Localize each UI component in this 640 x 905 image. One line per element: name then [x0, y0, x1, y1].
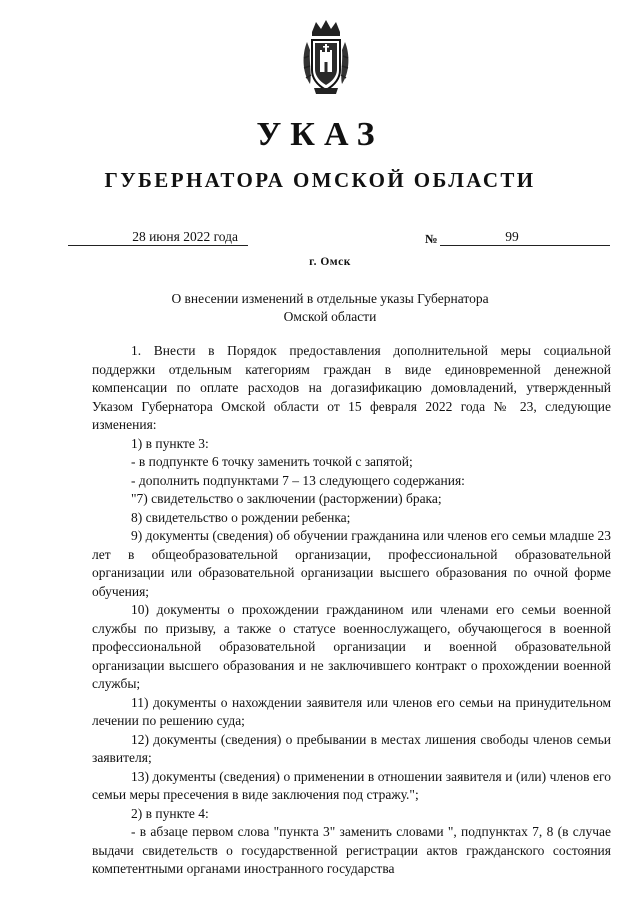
body-paragraph: 1) в пункте 3: [131, 435, 209, 451]
body-paragraph: - в подпункте 6 точку заменить точкой с запятой; [131, 454, 413, 469]
body-paragraph: 10) документы о прохождении гражданином или членами его семьи военной службы по призыву, а также о статусе военнослужащего, обучающегося в военной профессиональной образовательной организации и военной образовательной организации высшего образования и не заключившего контракт о прохождении военной службы; [92, 602, 611, 691]
subject-line: Омской области [283, 309, 377, 324]
decree-date: 28 июня 2022 года [68, 228, 248, 246]
body-paragraph: - дополнить подпунктами 7 – 13 следующего содержания: [131, 472, 465, 488]
body-paragraph: 2) в пункте 4: [131, 805, 209, 821]
city-name: г. Омск [309, 256, 351, 268]
document-title: УКАЗ [256, 116, 384, 153]
body-paragraph: 1. Внести в Порядок предоставления дополнительной меры социальной поддержки отдельным категориям граждан в виде единовременной денежной компенсации по оплате расходов на догазификацию домовладений, утвержденный Указом Губернатора Омской области от 15 февраля 2022 года № 23, следующие изменения: [92, 343, 611, 432]
body-paragraph: 8) свидетельство о рождении ребенка; [131, 509, 351, 525]
body-paragraph: 13) документы (сведения) о применении в отношении заявителя и (или) членов его семьи меры пресечения в виде заключения под стражу."; [92, 768, 611, 802]
subject-line: О внесении изменений в отдельные указы Губернатора [171, 291, 489, 306]
body-paragraph: 9) документы (сведения) об обучении гражданина или членов его семьи младше 23 лет в общеобразовательной организации, профессиональной образовательной организации или образовательной организации высшего образования по очной форме обучения; [92, 528, 611, 599]
body-paragraph: 12) документы (сведения) о пребывании в местах лишения свободы членов семьи заявителя; [92, 731, 611, 765]
decree-body [92, 342, 611, 879]
body-paragraph: "7) свидетельство о заключении (расторжении) брака; [131, 491, 442, 506]
number-label: № [425, 232, 438, 246]
decree-subject [130, 290, 530, 326]
document-issuer: ГУБЕРНАТОРА ОМСКОЙ ОБЛАСТИ [104, 168, 536, 192]
body-paragraph: - в абзаце первом слова "пункта 3" заменить словами ", подпунктах 7, 8 (в случае выдачи свидетельств о государственной регистрации актов гражданского состояния компетентными органами иностранного государства [92, 824, 611, 876]
decree-number: 99 [440, 228, 610, 246]
omsk-coat-of-arms-icon [300, 18, 352, 98]
body-paragraph: 11) документы о нахождении заявителя или членов его семьи на принудительном лечении по решению суда; [92, 694, 611, 728]
